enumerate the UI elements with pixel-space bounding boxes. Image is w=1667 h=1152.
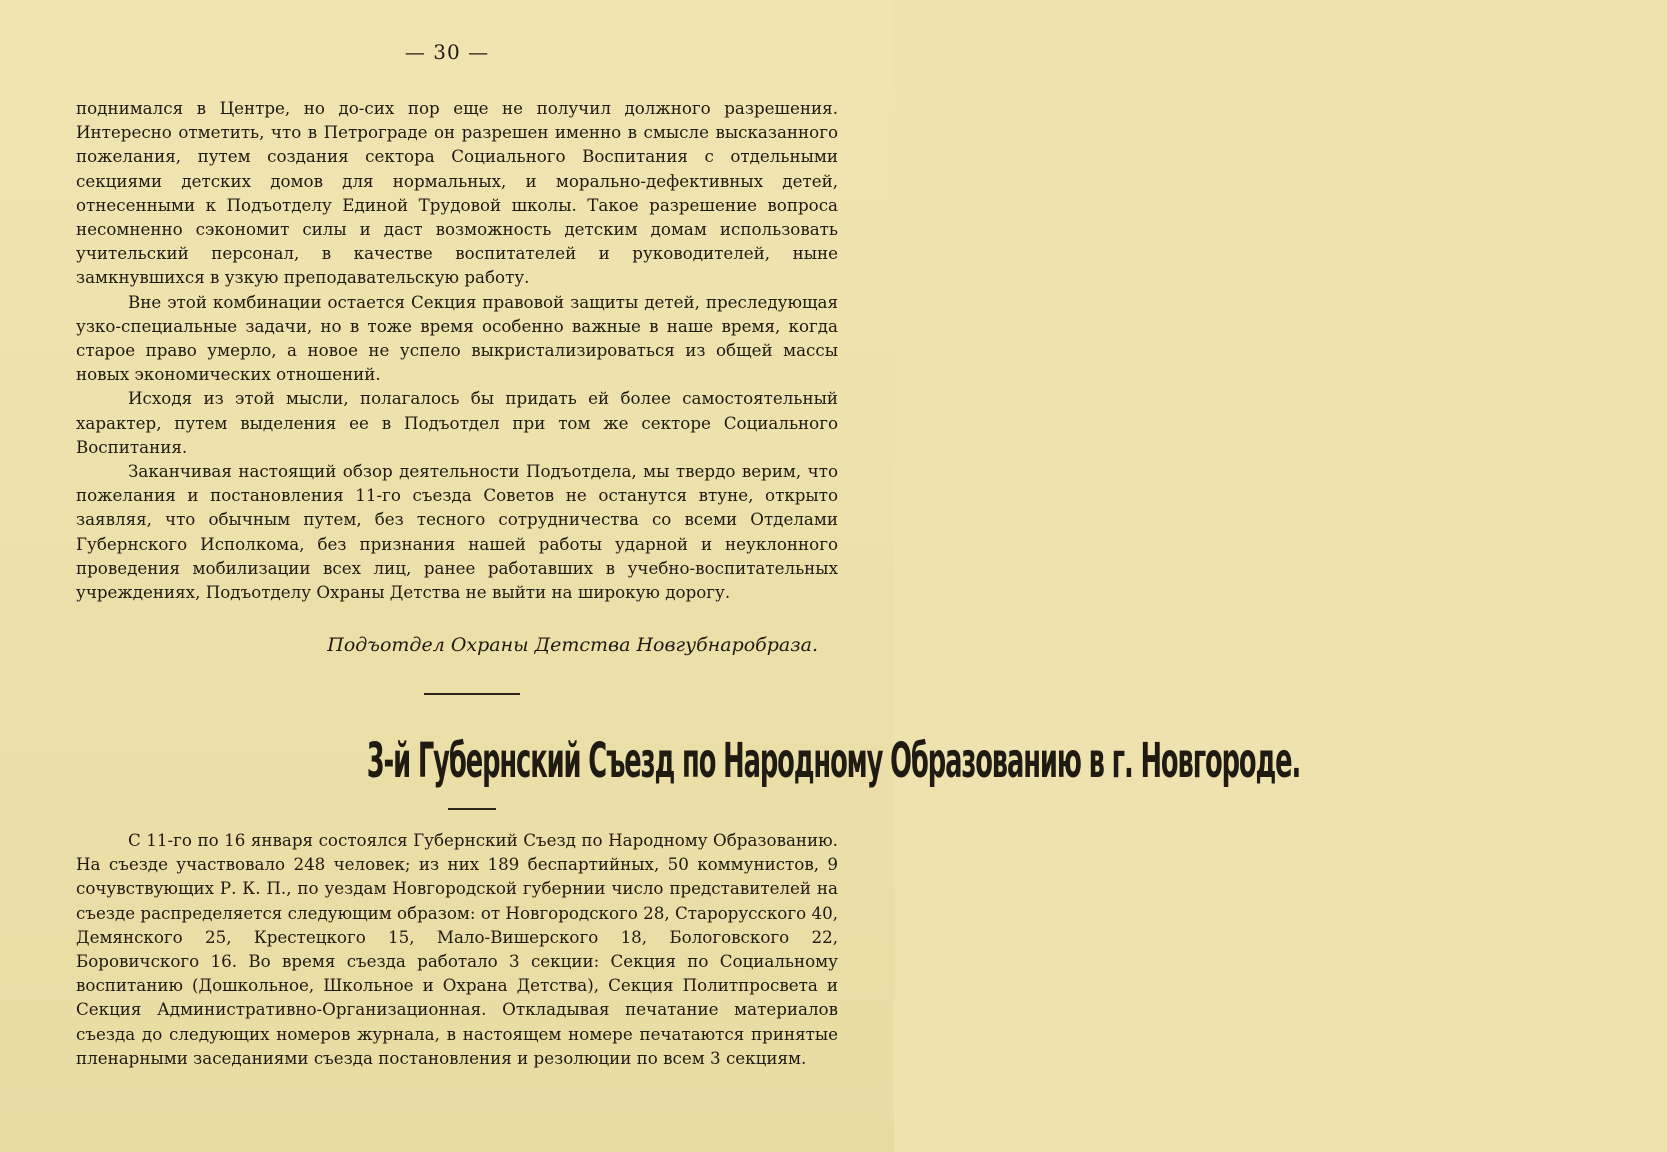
signature: Подъотдел Охраны Детства Новгубнаробраза. xyxy=(327,634,818,656)
section-1-text xyxy=(76,96,838,604)
section-2-text xyxy=(76,828,838,1070)
paragraph-2-1: С 11-го по 16 января состоялся Губернский Съезд по Народному Образованию. На съезде участвовало 248 человек; из них 189 беспартийных, 50 коммунистов, 9 сочувствующих Р. К. П., по уездам Новгородской губернии число представителей на съезде распределяется следующим образом: от Новгородского 28, Старорусского 40, Демянского 25, Крестецкого 15, Мало-Вишерского 18, Бологовского 22, Боровичского 16. Во время съезда работало 3 секции: Секция по Социальному воспитанию (Дошкольное, Школьное и Охрана Детства), Секция Политпросвета и Секция Административно-Организационная. Откладывая печатание материалов съезда до следующих номеров журнала, в настоящем номере печатаются принятые пленарными заседаниями съезда постановления и резолюции по всем 3 секциям. xyxy=(76,830,838,1068)
divider-bottom xyxy=(448,808,496,810)
divider-top xyxy=(424,693,520,695)
heading-text: 3-й Губернский Съезд по Народному Образованию в г. Новгороде. xyxy=(366,731,1301,789)
page-number: — 30 — xyxy=(404,40,490,64)
paragraph-1-1: поднимался в Центре, но до-сих пор еще не получил должного разрешения. Интересно отметить, что в Петрограде он разрешен именно в смысле высказанного пожелания, путем создания сектора Социального Воспитания с отдельными секциями детских домов для нормальных, и морально-дефективных детей, отнесенными к Подъотделу Единой Трудовой школы. Такое разрешение вопроса несомненно сэкономит силы и даст возможность детским домам использовать учительский персонал, в качестве воспитателей и руководителей, ныне замкнувшихся в узкую преподавательскую работу. xyxy=(76,98,838,288)
paragraph-1-3: Исходя из этой мысли, полагалось бы придать ей более самостоятельный характер, путем выделения ее в Подъотдел при том же секторе Социального Воспитания. xyxy=(76,388,838,457)
section-heading xyxy=(0,728,1301,792)
paragraph-1-4: Заканчивая настоящий обзор деятельности Подъотдела, мы твердо верим, что пожелания и постановления 11-го съезда Советов не останутся втуне, открыто заявляя, что обычным путем, без тесного сотрудничества со всеми Отделами Губернского Исполкома, без признания нашей работы ударной и неуклонного проведения мобилизации всех лиц, ранее работавших в учебно-воспитательных учреждениях, Подъотделу Охраны Детства не выйти на широкую дорогу. xyxy=(76,461,838,603)
paragraph-1-2: Вне этой комбинации остается Секция правовой защиты детей, преследующая узко-специальные задачи, но в тоже время особенно важные в наше время, когда старое право умерло, а новое не успело выкристализироваться из общей массы новых экономических отношений. xyxy=(76,291,838,385)
